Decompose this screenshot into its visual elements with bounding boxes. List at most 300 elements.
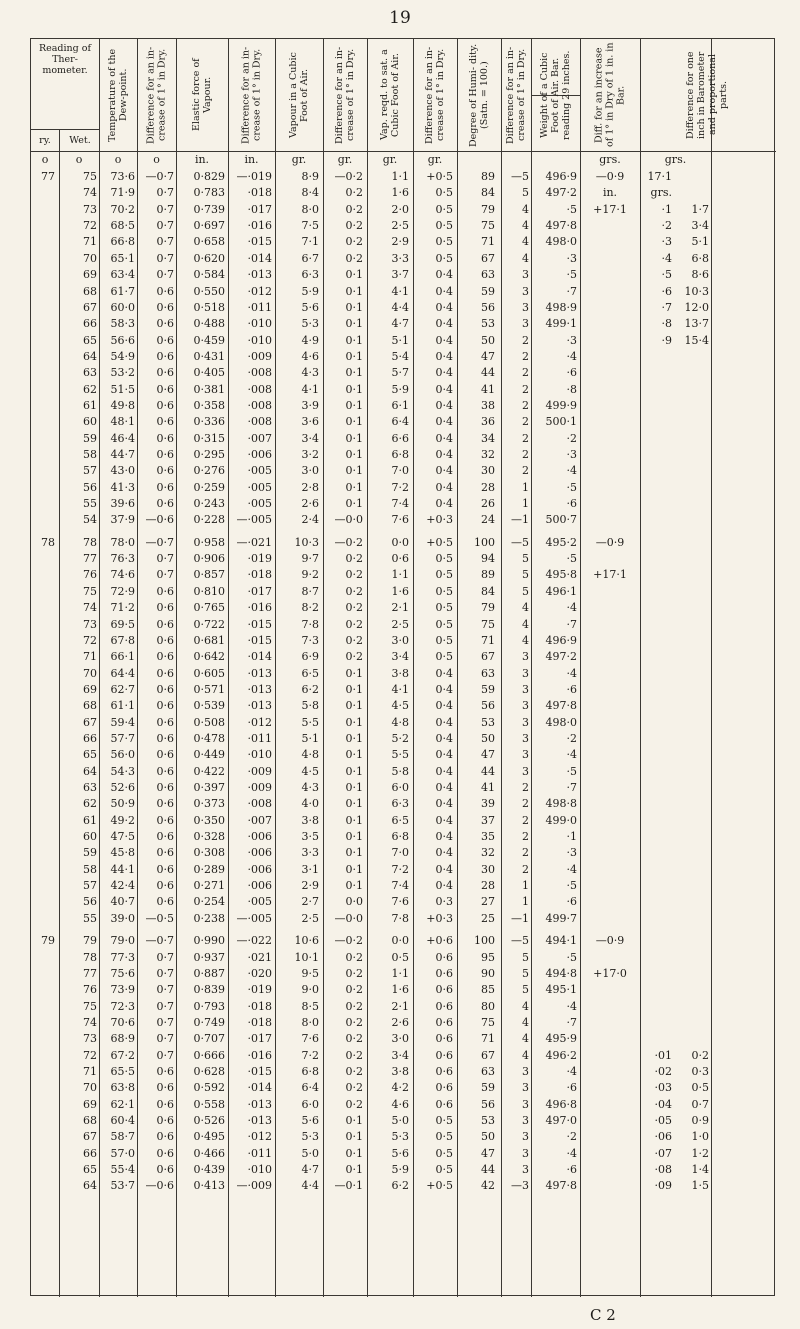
elastic-force: 0·295 <box>193 448 225 461</box>
vap-reqd-diff: 0·6 <box>435 966 453 980</box>
dew-point: 61·7 <box>110 284 135 298</box>
wet-reading: 77 <box>83 966 97 980</box>
humidity-diff: 4 <box>522 251 529 265</box>
hygrometric-table <box>30 38 775 1296</box>
humidity-diff: —1 <box>511 911 529 925</box>
vap-reqd-diff: 0·5 <box>435 235 453 249</box>
dew-diff: 0·6 <box>156 1130 174 1144</box>
dew-diff: 0·6 <box>156 731 174 745</box>
air-weight: ·6 <box>566 366 577 380</box>
dew-diff: 0·7 <box>156 1048 174 1062</box>
air-weight: ·4 <box>566 464 577 478</box>
vap-reqd-diff: 0·4 <box>435 797 453 811</box>
vapour: 6·7 <box>301 251 319 265</box>
vapour-diff: 0·0 <box>345 895 363 909</box>
vapour: 3·5 <box>301 830 319 843</box>
humidity-diff: 4 <box>522 601 529 615</box>
vapour-diff: 0·1 <box>345 682 363 696</box>
humidity: 89 <box>481 170 495 183</box>
vapour-diff: 0·1 <box>345 366 363 380</box>
humidity: 41 <box>481 781 495 794</box>
humidity: 75 <box>481 617 495 631</box>
dew-point: 70·6 <box>110 1015 135 1029</box>
vap-reqd: 5·7 <box>391 366 409 380</box>
prop-part-b: 3·4 <box>691 219 709 233</box>
vap-reqd: 2·5 <box>391 617 409 631</box>
vapour-diff: 0·1 <box>345 1146 363 1160</box>
wet-reading: 64 <box>83 764 97 778</box>
vap-reqd: 7·2 <box>391 480 409 494</box>
vapour-diff: 0·1 <box>345 415 363 429</box>
vapour-diff: 0·1 <box>345 268 363 282</box>
vapour: 7·3 <box>301 633 319 647</box>
humidity-diff: 2 <box>522 846 529 860</box>
humidity: 50 <box>481 731 495 745</box>
dew-diff: 0·7 <box>156 219 174 233</box>
dew-diff: 0·6 <box>156 317 174 331</box>
elastic-diff: ·007 <box>247 813 272 827</box>
humidity-diff: 3 <box>522 1097 529 1111</box>
vapour: 5·8 <box>301 699 319 713</box>
table-rule <box>31 129 99 130</box>
air-weight-diff: +17·1 <box>593 202 627 216</box>
vap-reqd-diff: +0·3 <box>426 513 453 527</box>
elastic-diff: ·013 <box>247 1097 272 1111</box>
wet-reading: 69 <box>83 1097 97 1111</box>
humidity-diff: 4 <box>522 202 529 216</box>
wet-reading: 61 <box>83 398 97 412</box>
header-vapour-cubic-foot: Vapour in a Cubic Foot of Air. <box>288 52 310 138</box>
prop-part-b: 1·0 <box>691 1130 709 1144</box>
vapour-diff: —0·0 <box>334 911 363 925</box>
humidity-diff: 1 <box>522 895 529 909</box>
elastic-force: 0·449 <box>193 748 225 762</box>
air-weight: ·2 <box>566 731 577 745</box>
vap-reqd-diff: 0·4 <box>435 764 453 778</box>
vap-reqd-diff: +0·3 <box>426 911 453 925</box>
humidity: 71 <box>481 235 495 249</box>
vap-reqd-diff: 0·4 <box>435 781 453 794</box>
wet-reading: 63 <box>83 366 97 380</box>
humidity-diff: 3 <box>522 666 529 680</box>
humidity-diff: 4 <box>522 633 529 647</box>
elastic-force: 0·592 <box>193 1081 225 1095</box>
vap-reqd: 3·0 <box>391 633 409 647</box>
wet-reading: 71 <box>83 650 97 664</box>
vap-reqd: 4·4 <box>391 300 409 314</box>
vapour: 3·6 <box>301 415 319 429</box>
dew-diff: 0·6 <box>156 448 174 461</box>
vapour-diff: 0·1 <box>345 1130 363 1144</box>
air-weight: 499·7 <box>545 911 577 925</box>
humidity-diff: 3 <box>522 764 529 778</box>
unit-label: o <box>153 153 160 166</box>
elastic-force: 0·243 <box>193 497 225 510</box>
air-weight: 495·9 <box>545 1032 577 1046</box>
humidity-diff: 2 <box>522 349 529 363</box>
dew-diff: 0·6 <box>156 464 174 478</box>
air-weight: ·6 <box>566 497 577 510</box>
vapour: 10·3 <box>294 535 319 549</box>
humidity-diff: 2 <box>522 431 529 445</box>
table-rule <box>137 39 138 1297</box>
vapour-diff: 0·2 <box>345 950 363 964</box>
prop-part-a: ·4 <box>661 251 672 265</box>
humidity-diff: 2 <box>522 830 529 843</box>
dew-diff: 0·6 <box>156 1081 174 1095</box>
dew-diff: 0·7 <box>156 552 174 566</box>
vap-reqd: 5·8 <box>391 764 409 778</box>
humidity-diff: 3 <box>522 1081 529 1095</box>
humidity-diff: —1 <box>511 513 529 527</box>
humidity: 28 <box>481 879 495 893</box>
elastic-diff: ·020 <box>247 966 272 980</box>
humidity-diff: 5 <box>522 584 529 598</box>
vap-reqd: 0·0 <box>391 934 409 948</box>
vap-reqd: 4·1 <box>391 284 409 298</box>
vap-reqd-diff: 0·4 <box>435 748 453 762</box>
vap-reqd: 5·9 <box>391 382 409 396</box>
vapour: 6·5 <box>301 666 319 680</box>
dew-diff: 0·6 <box>156 1146 174 1160</box>
humidity-diff: 3 <box>522 1114 529 1127</box>
air-weight-diff: —0·9 <box>595 934 625 948</box>
wet-reading: 59 <box>83 431 97 445</box>
wet-reading: 79 <box>83 934 97 948</box>
air-weight: 496·8 <box>545 1097 577 1111</box>
header-elastic-force: Elastic force of Vapour. <box>191 58 213 132</box>
dew-diff: 0·6 <box>156 1064 174 1078</box>
wet-reading: 65 <box>83 1163 97 1176</box>
humidity: 44 <box>481 1163 495 1176</box>
humidity-diff: 4 <box>522 617 529 631</box>
vap-reqd-diff: 0·5 <box>435 186 453 200</box>
humidity-diff: 4 <box>522 1015 529 1029</box>
vap-reqd: 6·2 <box>391 1179 409 1193</box>
humidity-diff: 3 <box>522 699 529 713</box>
vap-reqd-diff: 0·5 <box>435 584 453 598</box>
air-weight: ·4 <box>566 748 577 762</box>
dew-diff: 0·6 <box>156 1163 174 1176</box>
wet-reading: 77 <box>83 552 97 566</box>
elastic-diff: ·006 <box>247 879 272 893</box>
air-weight: ·4 <box>566 999 577 1013</box>
prop-part-b: 1·2 <box>691 1146 709 1160</box>
elastic-force: 0·628 <box>193 1064 225 1078</box>
wet-reading: 70 <box>83 666 97 680</box>
vapour-diff: 0·2 <box>345 983 363 997</box>
humidity-diff: 2 <box>522 862 529 876</box>
dew-diff: 0·6 <box>156 584 174 598</box>
humidity-diff: 2 <box>522 464 529 478</box>
humidity-diff: 5 <box>522 186 529 200</box>
humidity-diff: 3 <box>522 1146 529 1160</box>
vapour-diff: 0·2 <box>345 601 363 615</box>
vap-reqd-diff: 0·4 <box>435 349 453 363</box>
dew-point: 48·1 <box>110 415 135 429</box>
vapour-diff: 0·2 <box>345 552 363 566</box>
elastic-force: 0·658 <box>193 235 225 249</box>
vap-reqd: 6·3 <box>391 797 409 811</box>
dew-diff: 0·6 <box>156 497 174 510</box>
dew-point: 53·7 <box>110 1179 135 1193</box>
vapour: 4·8 <box>301 748 319 762</box>
air-weight: ·5 <box>566 202 577 216</box>
dew-point: 63·8 <box>110 1081 135 1095</box>
vapour: 6·3 <box>301 268 319 282</box>
humidity: 37 <box>481 813 495 827</box>
vapour: 4·3 <box>301 781 319 794</box>
elastic-diff: ·010 <box>247 317 272 331</box>
vap-reqd: 5·6 <box>391 1146 409 1160</box>
elastic-force: 0·405 <box>193 366 225 380</box>
vapour-diff: 0·1 <box>345 448 363 461</box>
vapour: 7·6 <box>301 1032 319 1046</box>
elastic-diff: ·005 <box>247 464 272 478</box>
dew-point: 77·3 <box>110 950 135 964</box>
elastic-diff: ·005 <box>247 895 272 909</box>
elastic-force: 0·439 <box>193 1163 225 1176</box>
humidity-diff: 5 <box>522 552 529 566</box>
wet-reading: 60 <box>83 415 97 429</box>
elastic-force: 0·697 <box>193 219 225 233</box>
elastic-force: 0·328 <box>193 830 225 843</box>
vapour: 3·9 <box>301 398 319 412</box>
elastic-diff: —·021 <box>236 535 272 549</box>
vapour-diff: 0·1 <box>345 284 363 298</box>
vapour: 5·0 <box>301 1146 319 1160</box>
wet-reading: 68 <box>83 1114 97 1127</box>
air-weight: 498·0 <box>545 235 577 249</box>
page-number: 19 <box>389 8 411 28</box>
elastic-diff: ·005 <box>247 497 272 510</box>
unit-label: grs. <box>664 153 687 166</box>
dew-point: 55·4 <box>110 1163 135 1176</box>
humidity: 79 <box>481 202 495 216</box>
wet-reading: 63 <box>83 781 97 794</box>
dry-reading: 78 <box>41 535 55 549</box>
vap-reqd: 3·3 <box>391 251 409 265</box>
air-weight: 497·8 <box>545 1179 577 1193</box>
elastic-diff: ·010 <box>247 1163 272 1176</box>
vap-reqd-diff: 0·4 <box>435 300 453 314</box>
vap-reqd-diff: 0·4 <box>435 731 453 745</box>
vapour-diff: 0·2 <box>345 1081 363 1095</box>
dew-point: 63·4 <box>110 268 135 282</box>
wet-reading: 71 <box>83 235 97 249</box>
vapour: 5·3 <box>301 317 319 331</box>
elastic-force: 0·642 <box>193 650 225 664</box>
vapour-diff: —0·2 <box>334 535 363 549</box>
vapour-diff: 0·1 <box>345 764 363 778</box>
humidity-diff: 4 <box>522 1048 529 1062</box>
vap-reqd-diff: 0·4 <box>435 813 453 827</box>
prop-part-a: ·07 <box>654 1146 672 1160</box>
elastic-diff: ·019 <box>247 552 272 566</box>
elastic-diff: ·013 <box>247 666 272 680</box>
dew-diff: 0·7 <box>156 983 174 997</box>
vap-reqd-diff: 0·6 <box>435 950 453 964</box>
humidity: 53 <box>481 715 495 729</box>
dew-diff: 0·6 <box>156 382 174 396</box>
humidity-diff: 3 <box>522 748 529 762</box>
prop-part-a: ·1 <box>661 202 672 216</box>
wet-reading: 56 <box>83 895 97 909</box>
vap-reqd: 4·8 <box>391 715 409 729</box>
dew-point: 71·9 <box>110 186 135 200</box>
elastic-force: 0·526 <box>193 1114 225 1127</box>
vap-reqd: 4·6 <box>391 1097 409 1111</box>
air-weight: ·3 <box>566 448 577 461</box>
humidity: 100 <box>474 535 495 549</box>
vap-reqd: 4·1 <box>391 682 409 696</box>
elastic-diff: ·017 <box>247 584 272 598</box>
humidity-diff: 3 <box>522 682 529 696</box>
humidity-diff: 2 <box>522 781 529 794</box>
air-weight: ·1 <box>566 830 577 843</box>
dew-point: 66·1 <box>110 650 135 664</box>
humidity-diff: 3 <box>522 284 529 298</box>
table-rule <box>367 39 368 1297</box>
air-weight: 498·9 <box>545 300 577 314</box>
wet-reading: 61 <box>83 813 97 827</box>
elastic-force: 0·373 <box>193 797 225 811</box>
vap-reqd: 5·3 <box>391 1130 409 1144</box>
vap-reqd: 2·6 <box>391 1015 409 1029</box>
prop-part-a: ·05 <box>654 1114 672 1127</box>
vapour: 2·9 <box>301 879 319 893</box>
vap-reqd-diff: 0·5 <box>435 650 453 664</box>
vapour: 9·7 <box>301 552 319 566</box>
humidity: 25 <box>481 911 495 925</box>
elastic-force: 0·793 <box>193 999 225 1013</box>
table-rule <box>640 39 641 1297</box>
air-weight: ·4 <box>566 666 577 680</box>
vapour-diff: —0·2 <box>334 170 363 183</box>
air-weight: 497·2 <box>545 186 577 200</box>
unit-label: gr. <box>337 153 353 166</box>
elastic-force: 0·749 <box>193 1015 225 1029</box>
air-weight: 499·9 <box>545 398 577 412</box>
dew-point: 43·0 <box>110 464 135 478</box>
humidity: 95 <box>481 950 495 964</box>
air-weight: ·6 <box>566 682 577 696</box>
air-weight-diff: +17·0 <box>593 966 627 980</box>
elastic-force: 0·488 <box>193 317 225 331</box>
vap-reqd-diff: 0·4 <box>435 480 453 494</box>
dew-diff: 0·6 <box>156 699 174 713</box>
vap-reqd-diff: +0·6 <box>426 934 453 948</box>
vap-reqd: 2·5 <box>391 219 409 233</box>
dew-point: 40·7 <box>110 895 135 909</box>
header-humidity: Degree of Humi- dity. (Satn. = 100.) <box>468 43 490 147</box>
dew-point: 44·7 <box>110 448 135 461</box>
dew-point: 65·5 <box>110 1064 135 1078</box>
air-weight: 496·1 <box>545 584 577 598</box>
vapour-diff: 0·2 <box>345 202 363 216</box>
elastic-diff: ·015 <box>247 633 272 647</box>
humidity: 59 <box>481 284 495 298</box>
vap-reqd-diff: 0·4 <box>435 317 453 331</box>
dew-diff: 0·7 <box>156 1032 174 1046</box>
vapour: 5·6 <box>301 1114 319 1127</box>
air-weight-diff: —0·9 <box>595 170 625 183</box>
dew-point: 60·0 <box>110 300 135 314</box>
vapour-diff: 0·1 <box>345 1163 363 1176</box>
humidity-diff: 3 <box>522 650 529 664</box>
vap-reqd-diff: 0·6 <box>435 999 453 1013</box>
vapour: 4·0 <box>301 797 319 811</box>
elastic-force: 0·666 <box>193 1048 225 1062</box>
prop-part-a: ·08 <box>654 1163 672 1176</box>
elastic-force: 0·413 <box>193 1179 225 1193</box>
wet-reading: 66 <box>83 317 97 331</box>
vapour: 2·6 <box>301 497 319 510</box>
elastic-force: 0·238 <box>193 911 225 925</box>
vap-reqd: 4·5 <box>391 699 409 713</box>
vapour-diff: 0·1 <box>345 781 363 794</box>
humidity: 63 <box>481 666 495 680</box>
wet-reading: 65 <box>83 333 97 347</box>
header-wet: Wet. <box>69 135 91 146</box>
elastic-force: 0·937 <box>193 950 225 964</box>
vap-reqd-diff: 0·4 <box>435 682 453 696</box>
air-weight: ·8 <box>566 382 577 396</box>
humidity: 89 <box>481 568 495 582</box>
vap-reqd: 3·4 <box>391 1048 409 1062</box>
table-rule <box>176 39 177 1297</box>
dew-point: 58·7 <box>110 1130 135 1144</box>
humidity: 26 <box>481 497 495 510</box>
elastic-diff: ·008 <box>247 415 272 429</box>
humidity-diff: 5 <box>522 983 529 997</box>
vapour: 5·9 <box>301 284 319 298</box>
humidity: 38 <box>481 398 495 412</box>
humidity: 32 <box>481 448 495 461</box>
elastic-diff: ·018 <box>247 1015 272 1029</box>
vap-reqd-diff: +0·5 <box>426 170 453 183</box>
humidity: 94 <box>481 552 495 566</box>
elastic-force: 0·958 <box>193 535 225 549</box>
unit-label: in. <box>194 153 210 166</box>
vap-reqd-diff: 0·5 <box>435 1146 453 1160</box>
elastic-force: 0·605 <box>193 666 225 680</box>
humidity: 30 <box>481 862 495 876</box>
elastic-diff: ·014 <box>247 1081 272 1095</box>
humidity: 53 <box>481 1114 495 1127</box>
humidity-diff: 2 <box>522 333 529 347</box>
elastic-force: 0·783 <box>193 186 225 200</box>
dew-point: 79·0 <box>110 934 135 948</box>
air-weight: ·5 <box>566 552 577 566</box>
vap-reqd-diff: 0·4 <box>435 415 453 429</box>
vapour: 4·1 <box>301 382 319 396</box>
humidity: 56 <box>481 300 495 314</box>
dew-diff: —0·7 <box>145 535 174 549</box>
air-weight: 497·8 <box>545 699 577 713</box>
wet-reading: 67 <box>83 715 97 729</box>
dew-point: 39·0 <box>110 911 135 925</box>
table-rule <box>580 39 581 1297</box>
prop-part-a: ·9 <box>661 333 672 347</box>
vapour-diff: 0·1 <box>345 333 363 347</box>
wet-reading: 69 <box>83 268 97 282</box>
wet-reading: 62 <box>83 382 97 396</box>
vap-reqd-diff: 0·3 <box>435 895 453 909</box>
elastic-diff: ·021 <box>247 950 272 964</box>
vapour: 2·8 <box>301 480 319 494</box>
humidity: 85 <box>481 983 495 997</box>
